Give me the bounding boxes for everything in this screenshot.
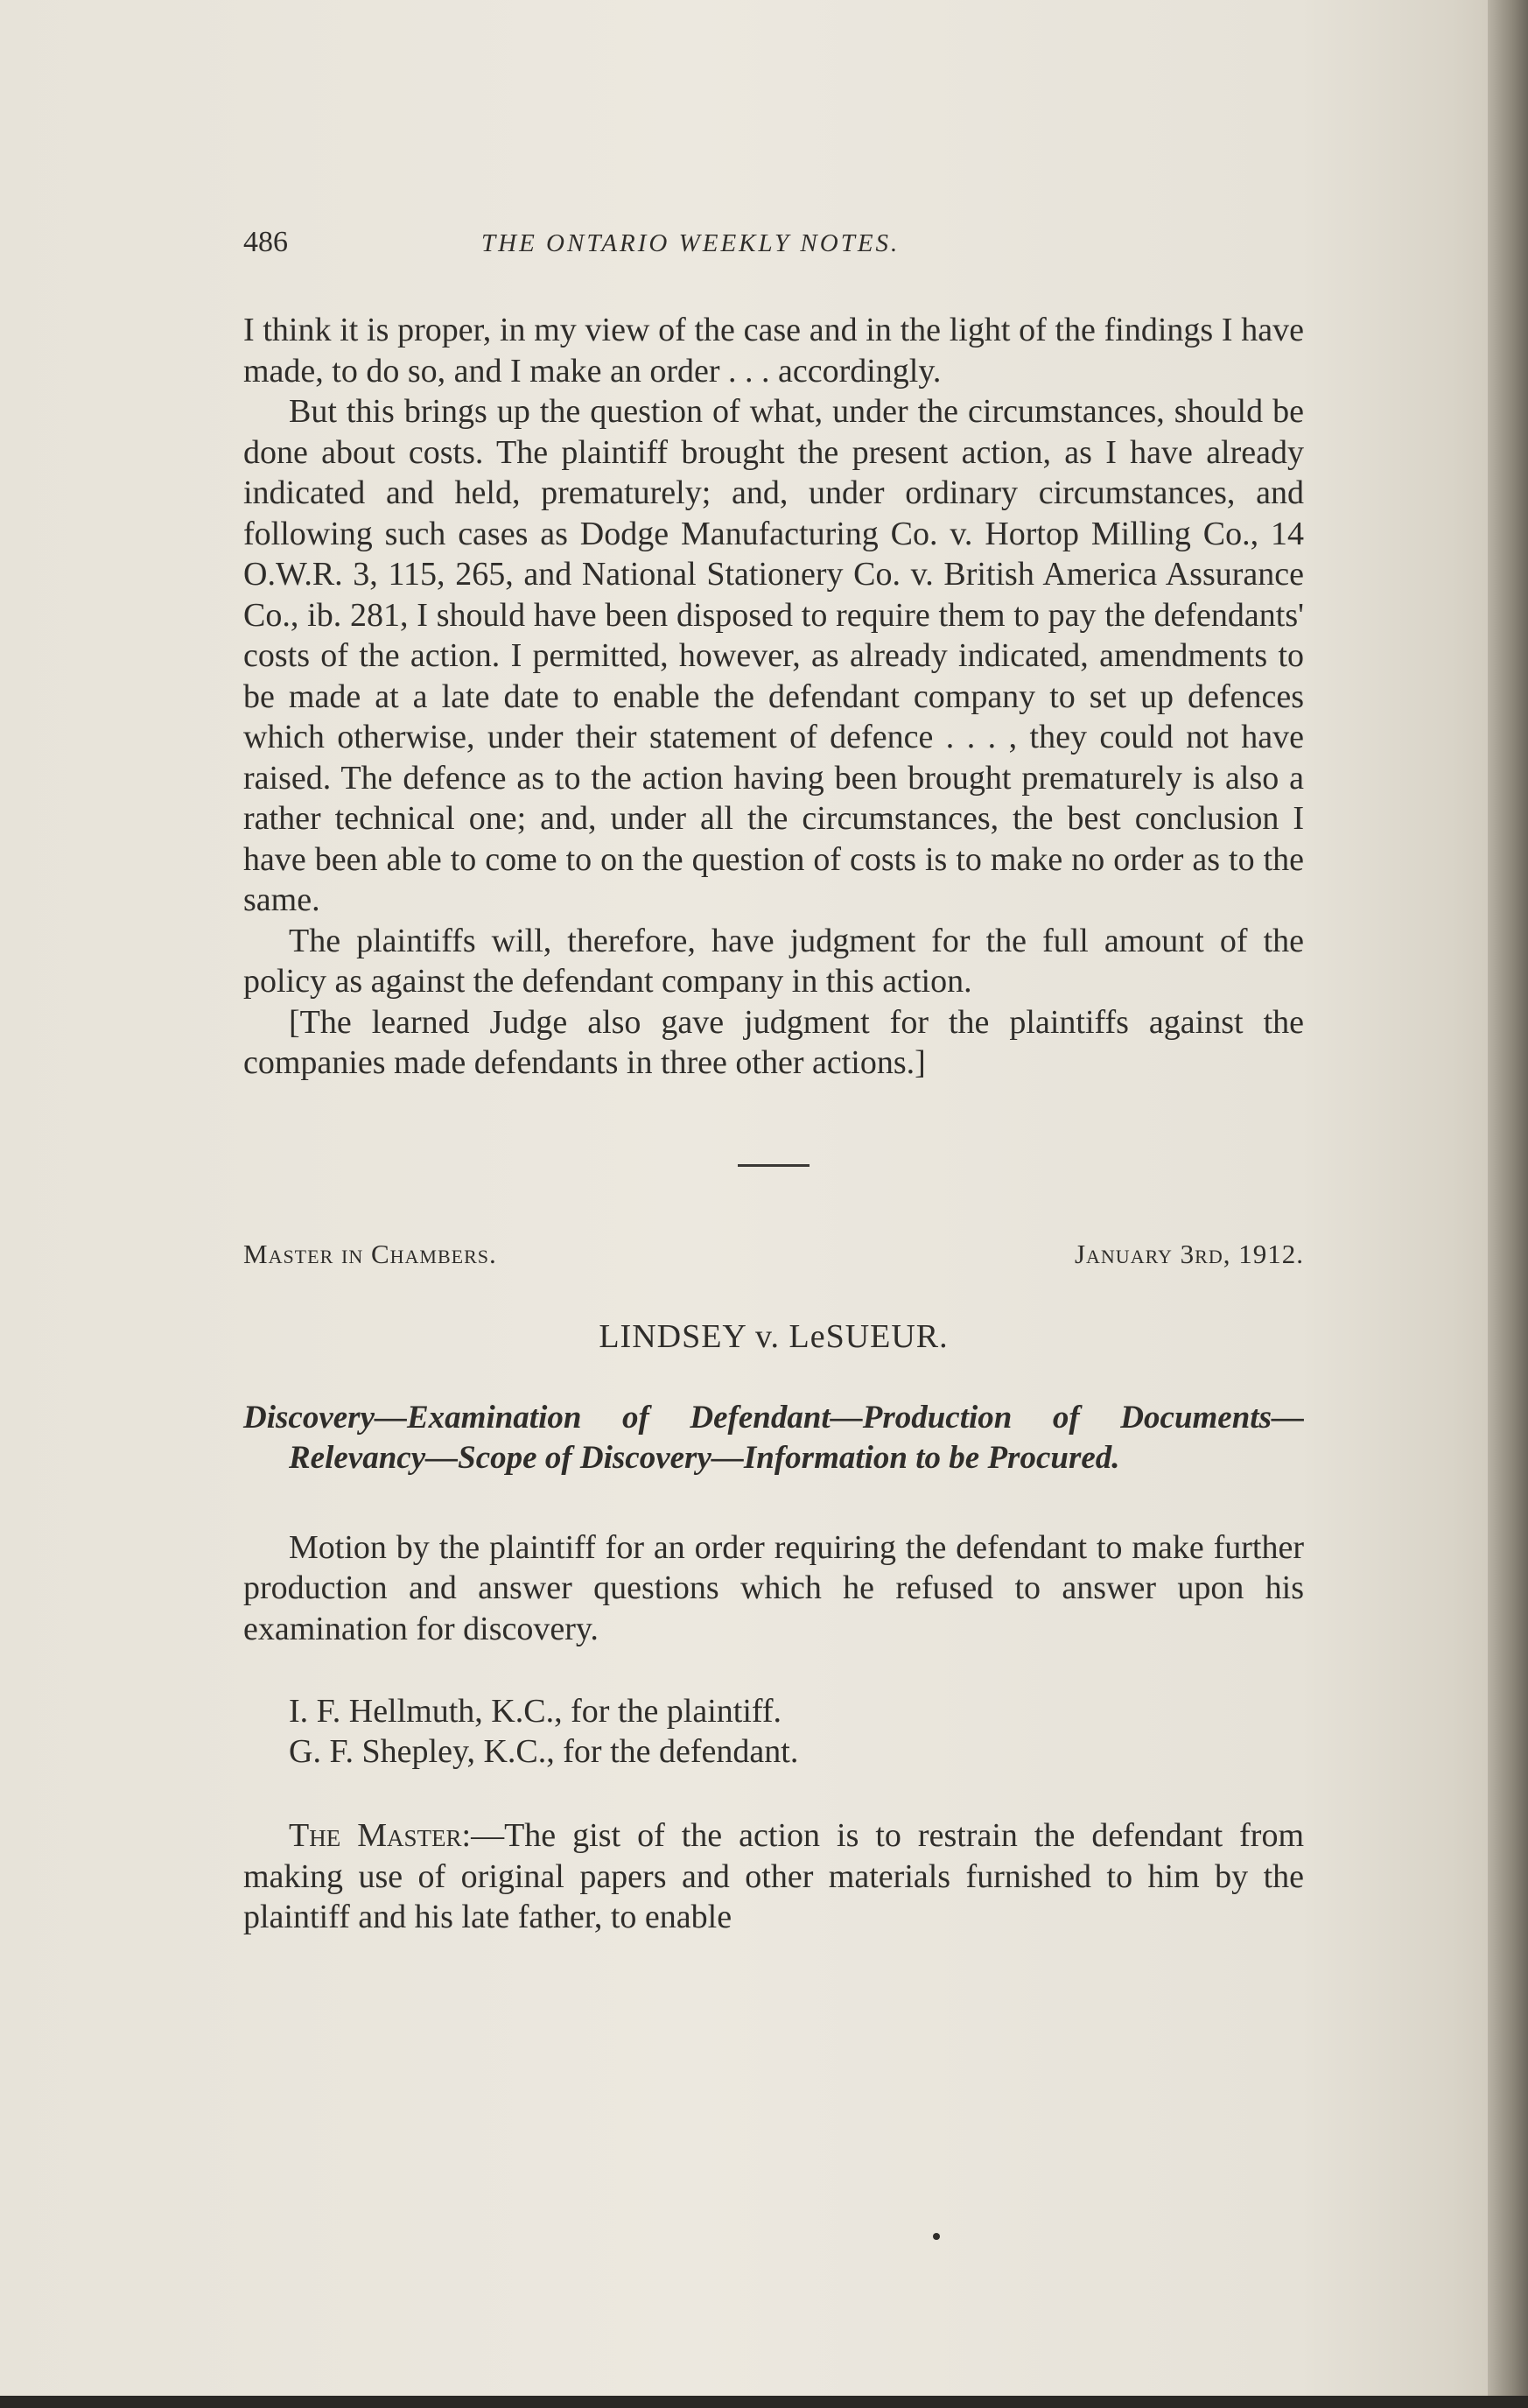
section-divider — [738, 1164, 810, 1167]
judgment-paragraph — [243, 1815, 1304, 1938]
decision-date: January 3rd, 1912. — [1074, 1238, 1304, 1269]
motion-paragraph: Motion by the plaintiff for an order requiring the defendant to make further production and answer questions which he refused to answer upon his examination for discovery. — [243, 1528, 1304, 1647]
page-number: 486 — [243, 226, 288, 258]
bottom-edge — [0, 2396, 1528, 2408]
paragraph-order: I think it is proper, in my view of the case and in the light of the findings I have made, to do so, and I make an order . . . accordingly. — [243, 312, 1304, 390]
paragraph-costs: But this brings up the question of what, under the circumstances, should be done about costs. The plaintiff brought the present action, as I have already indicated and held, prematurely; and, under ordinary circumstances, and following such cases as Dodge Manufacturing Co. v. Hortop Milling Co., 14 O.W.R. 3, 115, 265, and National Stationery Co. v. British America Assurance Co., ib. 281, I should have been disposed to require them to pay the defendants' costs of the action. I permitted, however, as already indicated, amendments to be made at a late date to enable the defendant company to set up defences which otherwise, under their statement of defence . . . , they could not have raised. The defence as to the action having been brought prematurely is also a rather technical one; and, under all the circumstances, the best conclusion I have been able to come to on the question of costs is to make no order as to the same. — [243, 393, 1304, 918]
judge-label: The Master — [289, 1817, 462, 1854]
court-date-line — [243, 1239, 1304, 1270]
ink-speck — [933, 2233, 940, 2240]
page-content — [243, 226, 1304, 1938]
running-head — [243, 226, 1304, 270]
headnote: Discovery—Examination of Defendant—Production of Documents—Relevancy—Scope of Discovery—Information to be Procured. — [243, 1399, 1304, 1476]
judgment-text: :—The gist of the action is to restrain the defendant from making use of original papers and other materials furnished to him by the plaintiff and his late father, to enable — [243, 1817, 1304, 1935]
journal-title: THE ONTARIO WEEKLY NOTES. — [481, 229, 901, 257]
paragraph-note: [The learned Judge also gave judgment for the plaintiffs against the companies made defendants in three other actions.] — [243, 1003, 1304, 1081]
court-name: Master in Chambers. — [243, 1238, 497, 1269]
book-spine-shadow — [1488, 0, 1528, 2408]
counsel-defendant: G. F. Shepley, K.C., for the defendant. — [289, 1733, 799, 1770]
paragraph-judgment: The plaintiffs will, therefore, have judgment for the full amount of the policy as against the defendant company in this action. — [243, 922, 1304, 1000]
case-title: LINDSEY v. LeSUEUR. — [599, 1317, 949, 1355]
counsel-list — [243, 1691, 1304, 1772]
counsel-plaintiff: I. F. Hellmuth, K.C., for the plaintiff. — [289, 1693, 782, 1730]
